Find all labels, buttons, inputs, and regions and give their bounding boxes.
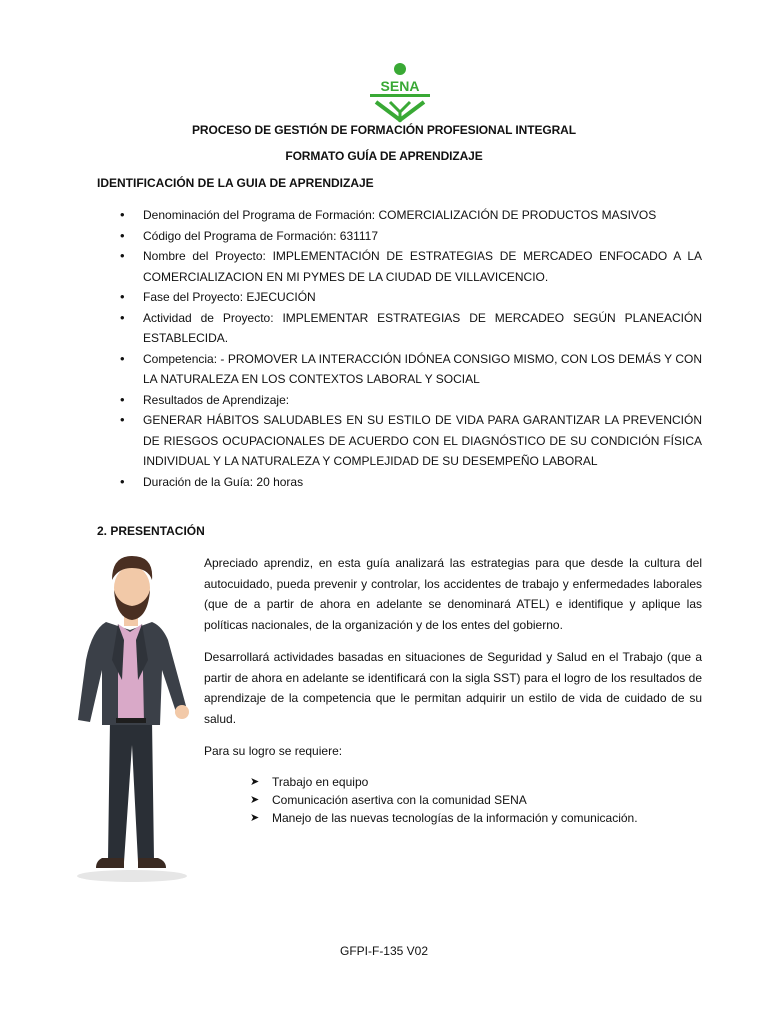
- list-item: • Duración de la Guía: 20 horas: [97, 472, 702, 493]
- document-title: PROCESO DE GESTIÓN DE FORMACIÓN PROFESIONAL INTEGRAL: [192, 123, 576, 137]
- identification-heading: IDENTIFICACIÓN DE LA GUIA DE APRENDIZAJE: [97, 176, 374, 190]
- list-item: • Resultados de Aprendizaje:: [97, 390, 702, 411]
- list-item: • Competencia: - PROMOVER LA INTERACCIÓN IDÓNEA CONSIGO MISMO, CON LOS DEMÁS Y CON LA NATURALEZA EN LOS CONTEXTOS LABORAL Y SOCIAL: [97, 349, 702, 390]
- sena-logo: [368, 62, 432, 124]
- list-item: • Actividad de Proyecto: IMPLEMENTAR ESTRATEGIAS DE MERCADEO SEGÚN PLANEACIÓN ESTABLECIDA.: [97, 308, 702, 349]
- man-illustration: [72, 550, 197, 885]
- paragraph: Desarrollará actividades basadas en situaciones de Seguridad y Salud en el Trabajo (que a partir de ahora en adelante se identificará con la sigla SST) para el logro de los resultados de aprendizaje de la competencia que le permitan adquirir un estilo de vida de cuidado de su salud.: [204, 650, 702, 726]
- presentation-body: [204, 553, 702, 774]
- list-item: • Nombre del Proyecto: IMPLEMENTACIÓN DE ESTRATEGIAS DE MERCADEO ENFOCADO A LA COMERCIALIZACION EN MI PYMES DE LA CIUDAD DE VILLAVICENCIO.: [97, 246, 702, 287]
- paragraph: Apreciado aprendiz, en esta guía analizará las estrategias para que desde la cultura del autocuidado, pueda prevenir y controlar, los accidentes de trabajo y enfermedades laborales (que de a partir de ahora en adelante se denominará ATEL) e identifique y aplique las políticas nacionales, de la organización y de los entes del gobierno.: [204, 556, 702, 632]
- requirements-list: [250, 773, 638, 827]
- document-subtitle: FORMATO GUÍA DE APRENDIZAJE: [285, 149, 483, 163]
- sena-logo-text: SENA: [380, 78, 420, 94]
- footer-code: GFPI-F-135 V02: [339, 944, 429, 958]
- list-item: • Denominación del Programa de Formación: COMERCIALIZACIÓN DE PRODUCTOS MASIVOS: [97, 205, 702, 226]
- list-item: • Fase del Proyecto: EJECUCIÓN: [97, 287, 702, 308]
- presentation-heading: 2. PRESENTACIÓN: [97, 524, 205, 538]
- list-item: • GENERAR HÁBITOS SALUDABLES EN SU ESTILO DE VIDA PARA GARANTIZAR LA PREVENCIÓN DE RIESGOS OCUPACIONALES DE ACUERDO CON EL DIAGNÓSTICO DE SU CONDICIÓN FÍSICA INDIVIDUAL Y LA NATURALEZA Y COMPLEJIDAD DE SU DESEMPEÑO LABORAL: [97, 410, 702, 472]
- list-item: [250, 773, 638, 791]
- paragraph: Para su logro se requiere:: [204, 744, 343, 758]
- arrow-icon: ➤: [250, 794, 260, 806]
- arrow-icon: ➤: [250, 812, 260, 824]
- requirement-text: Trabajo en equipo: [272, 775, 369, 789]
- identification-list: [97, 205, 702, 492]
- requirement-text: Manejo de las nuevas tecnologías de la información y comunicación.: [272, 811, 638, 825]
- list-item: • Código del Programa de Formación: 631117: [97, 226, 702, 247]
- arrow-icon: ➤: [250, 776, 260, 788]
- list-item: [250, 809, 638, 827]
- list-item: [250, 791, 638, 809]
- requirement-text: Comunicación asertiva con la comunidad SENA: [272, 793, 527, 807]
